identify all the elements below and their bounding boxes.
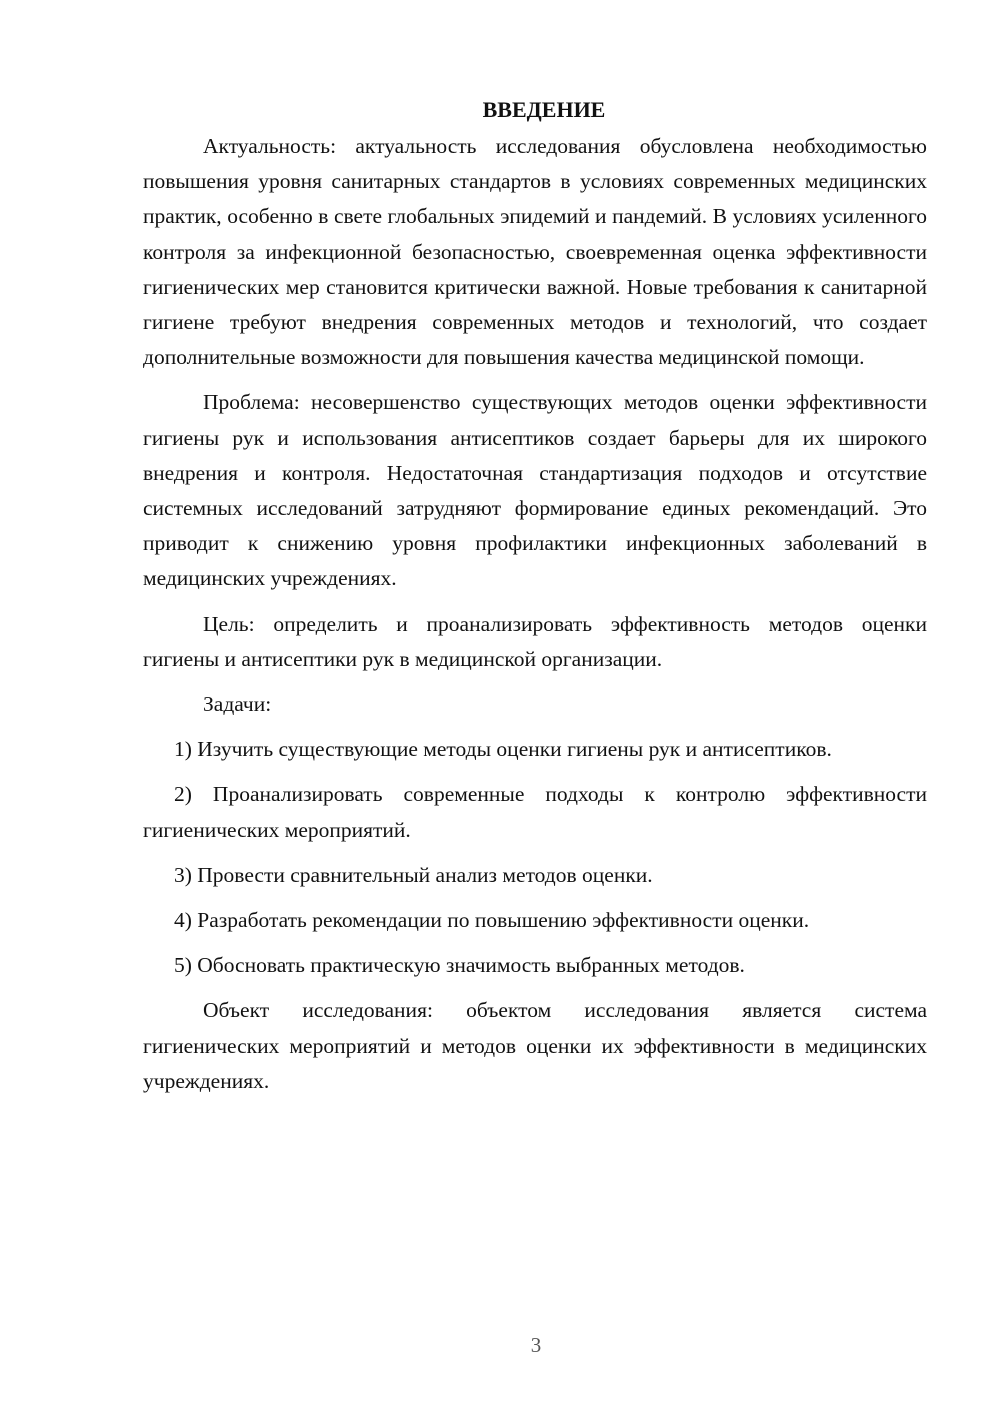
page-number: 3 <box>530 1333 542 1357</box>
task-item-5: 5) Обосновать практическую значимость выбранных методов. <box>174 953 745 978</box>
goal-paragraph: Цель: определить и проанализировать эффективность методов оценки гигиены и антисептики рук в медицинской организации. <box>143 611 927 671</box>
task-item-1: 1) Изучить существующие методы оценки гигиены рук и антисептиков. <box>174 737 832 762</box>
object-paragraph: Объект исследования: объектом исследования является система гигиенических мероприятий и методов оценки их эффективности в медицинских учреждениях. <box>143 998 927 1093</box>
problem-paragraph: Проблема: несовершенство существующих методов оценки эффективности гигиены рук и использования антисептиков создает барьеры для их широкого внедрения и контроля. Недостаточная стандартизация подходов и отсутствие системных исследований затрудняют формирование единых рекомендаций. Это приводит к снижению уровня профилактики инфекционных заболеваний в медицинских учреждениях. <box>143 390 927 591</box>
task-item-3: 3) Провести сравнительный анализ методов оценки. <box>174 862 653 887</box>
relevance-paragraph: Актуальность: актуальность исследования обусловлена необходимостью повышения уровня санитарных стандартов в условиях современных медицинских практик, особенно в свете глобальных эпидемий и пандемий. В условиях усиленного контроля за инфекционной безопасностью, своевременная оценка эффективности гигиенических мер становится критически важной. Новые требования к санитарной гигиене требуют внедрения современных методов и технологий, что создает дополнительные возможности для повышения качества медицинской помощи. <box>143 134 927 370</box>
task-item-4: 4) Разработать рекомендации по повышению эффективности оценки. <box>174 908 810 933</box>
document-page <box>143 92 927 1099</box>
task-item-2: 2) Проанализировать современные подходы к контролю эффективности гигиенических мероприятий. <box>143 782 927 842</box>
section-heading: ВВЕДЕНИЕ <box>482 97 606 122</box>
tasks-label: Задачи: <box>203 692 272 717</box>
